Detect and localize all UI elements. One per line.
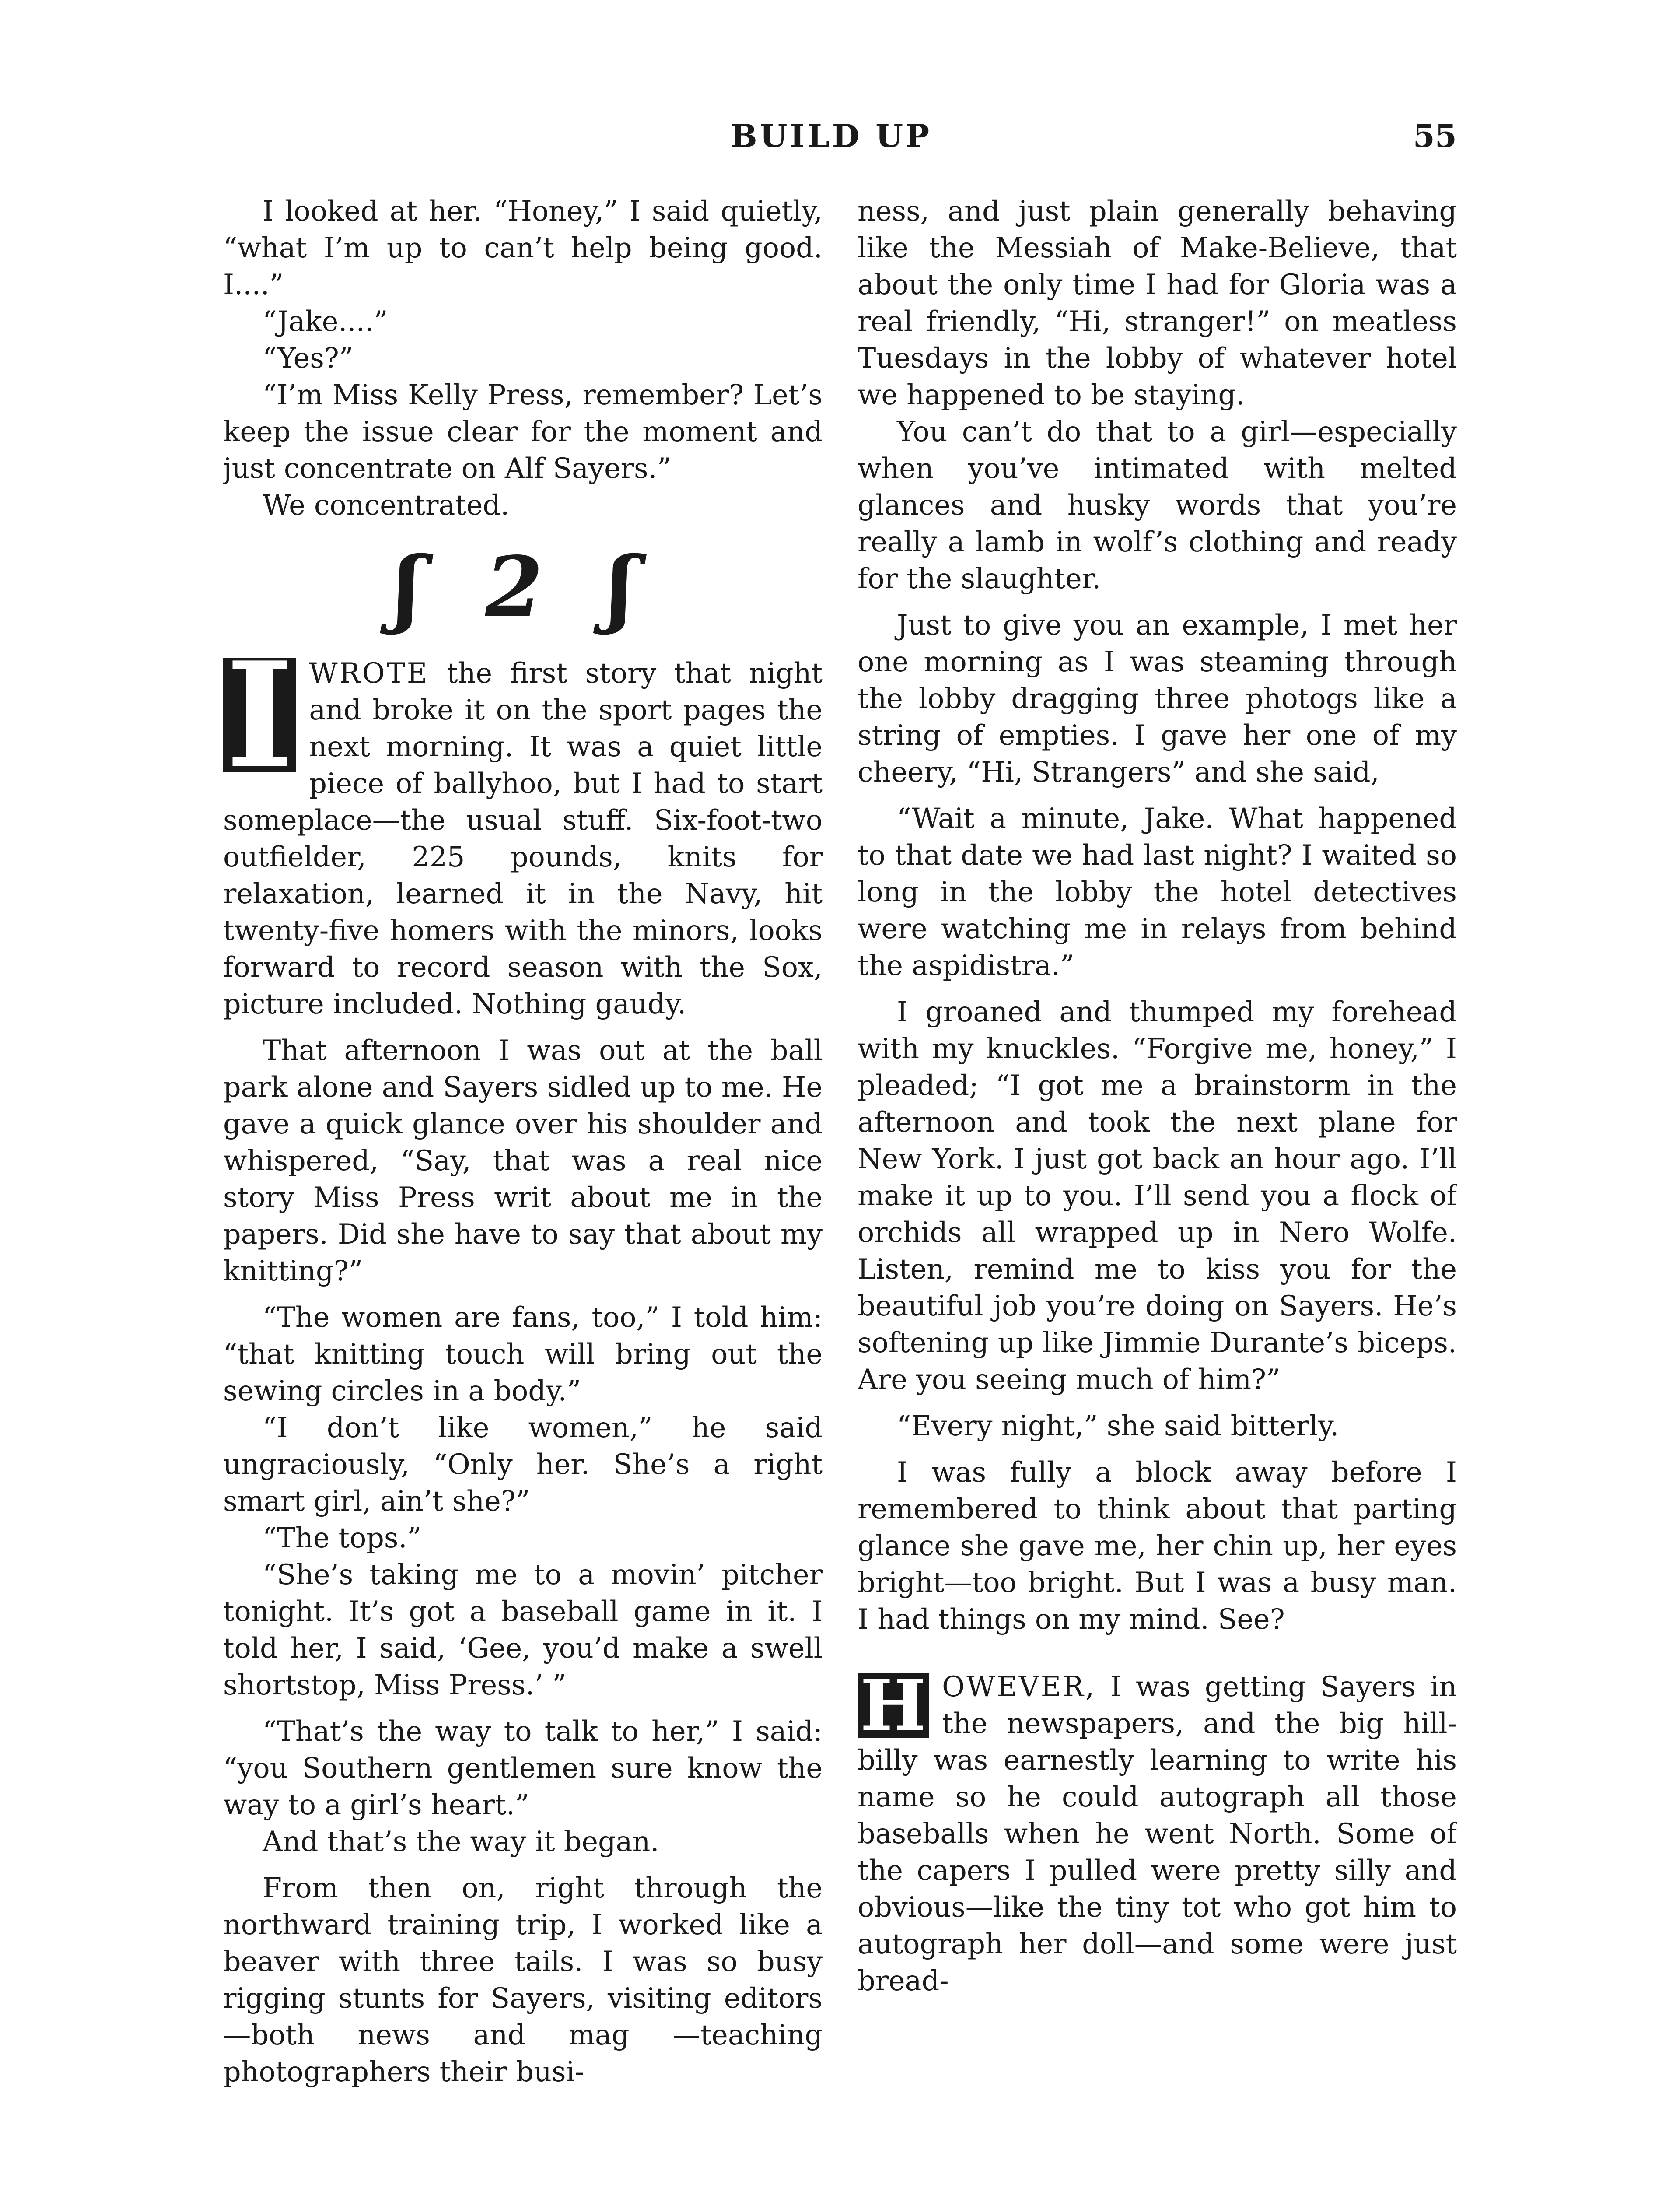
- paragraph: Just to give you an example, I met her one morning as I was steaming through the lobby dragging three photogs like a string of empties. I gave her one of my cheery, “Hi, Strangers” and she said,: [858, 609, 1457, 788]
- drop-cap-letter: I: [223, 658, 296, 772]
- paragraph-text: I was getting Sayers in the newspapers, and the big hill-billy was earnestly learning to write his name so he could autograph all those baseballs when he went North. Some of the capers I pulled were pretty silly and obvious—like the tiny tot who got him to autograph her doll—and some were just bread-: [858, 1670, 1457, 1997]
- section-number-ornament: ʃ 2 ʃ: [393, 538, 652, 636]
- paragraph: I groaned and thumped my forehead with my knuckles. “Forgive me, honey,” I pleaded; “I got me a brainstorm in the afternoon and took the next plane for New York. I just got back an hour ago. I’ll make it up to you. I’ll send you a flock of orchids all wrapped up in Nero Wolfe. Listen, remind me to kiss you for the beautiful job you’re doing on Sayers. He’s softening up like Jimmie Durante’s biceps. Are you seeing much of him?”: [858, 996, 1457, 1396]
- page-number: 55: [1413, 117, 1457, 154]
- paragraph: “Wait a minute, Jake. What happened to that date we had last night? I waited so long in the lobby the hotel detectives were watching me in relays from behind the aspidistra.”: [858, 802, 1457, 982]
- right-column: [858, 193, 1457, 2179]
- dropcap-paragraph: [223, 630, 822, 1022]
- running-header-title: BUILD UP: [730, 117, 932, 154]
- paragraph: “I don’t like women,” he said ungraciously, “Only her. She’s a right smart girl, ain’t she?”: [223, 1411, 822, 1517]
- paragraph: We concentrated.: [262, 489, 510, 521]
- paragraph: “The women are fans, too,” I told him: “that knitting touch will bring out the sewing circles in a body.”: [223, 1301, 822, 1407]
- paragraph: “I’m Miss Kelly Press, remember? Let’s keep the issue clear for the moment and just concentrate on Alf Sayers.”: [223, 379, 822, 484]
- left-column: [223, 193, 822, 2179]
- paragraph: From then on, right through the northward training trip, I worked like a beaver with three tails. I was so busy rigging stunts for Sayers, visiting editors—both news and mag —teaching photographers their busi-: [223, 1872, 822, 2088]
- paragraph-continued: ness, and just plain generally behaving like the Messiah of Make-Believe, that about the only time I had for Gloria was a real friendly, “Hi, stranger!” on meatless Tuesdays in the lobby of whatever hotel we happened to be staying.: [858, 195, 1457, 411]
- paragraph: I looked at her. “Honey,” I said quietly, “what I’m up to can’t help being good. I....”: [223, 195, 822, 301]
- drop-cap-letter: H: [858, 1673, 929, 1738]
- paragraph: “Every night,” she said bitterly.: [897, 1410, 1339, 1442]
- lead-word: WROTE: [309, 657, 429, 689]
- paragraph: “Yes?”: [262, 342, 354, 374]
- paragraph: And that’s the way it began.: [262, 1825, 659, 1858]
- paragraph: You can’t do that to a girl—especially when you’ve intimated with melted glances and husky words that you’re really a lamb in wolf’s clothing and ready for the slaughter.: [858, 415, 1457, 595]
- paragraph: “The tops.”: [262, 1522, 422, 1554]
- lead-word: OWEVER,: [942, 1670, 1096, 1703]
- paragraph: “That’s the way to talk to her,” I said: “you Southern gentlemen sure know the way to a girl’s heart.”: [223, 1715, 822, 1821]
- paragraph: I was fully a block away before I remembered to think about that parting glance she gave me, her chin up, her eyes bright—too bright. But I was a busy man. I had things on my mind. See?: [858, 1456, 1457, 1635]
- paragraph: “Jake....”: [262, 305, 388, 337]
- dropcap-paragraph: [858, 1664, 1457, 1999]
- paragraph: “She’s taking me to a movin’ pitcher tonight. It’s got a baseball game in it. I told her, I said, ‘Gee, you’d make a swell shortstop, Miss Press.’ ”: [223, 1558, 822, 1701]
- paragraph: That afternoon I was out at the ball park alone and Sayers sidled up to me. He gave a quick glance over his shoulder and whispered, “Say, that was a real nice story Miss Press writ about me in the papers. Did she have to say that about my knitting?”: [223, 1034, 822, 1287]
- paragraph-text: the first story that night and broke it on the sport pages the next morning. It was a quiet little piece of ballyhoo, but I had to start someplace—the usual stuff. Six-foot-two outfielder, 225 pounds, knits for relaxation, learned it in the Navy, hit twenty-five homers with the minors, looks forward to record season with the Sox, picture included. Nothing gaudy.: [223, 657, 822, 1020]
